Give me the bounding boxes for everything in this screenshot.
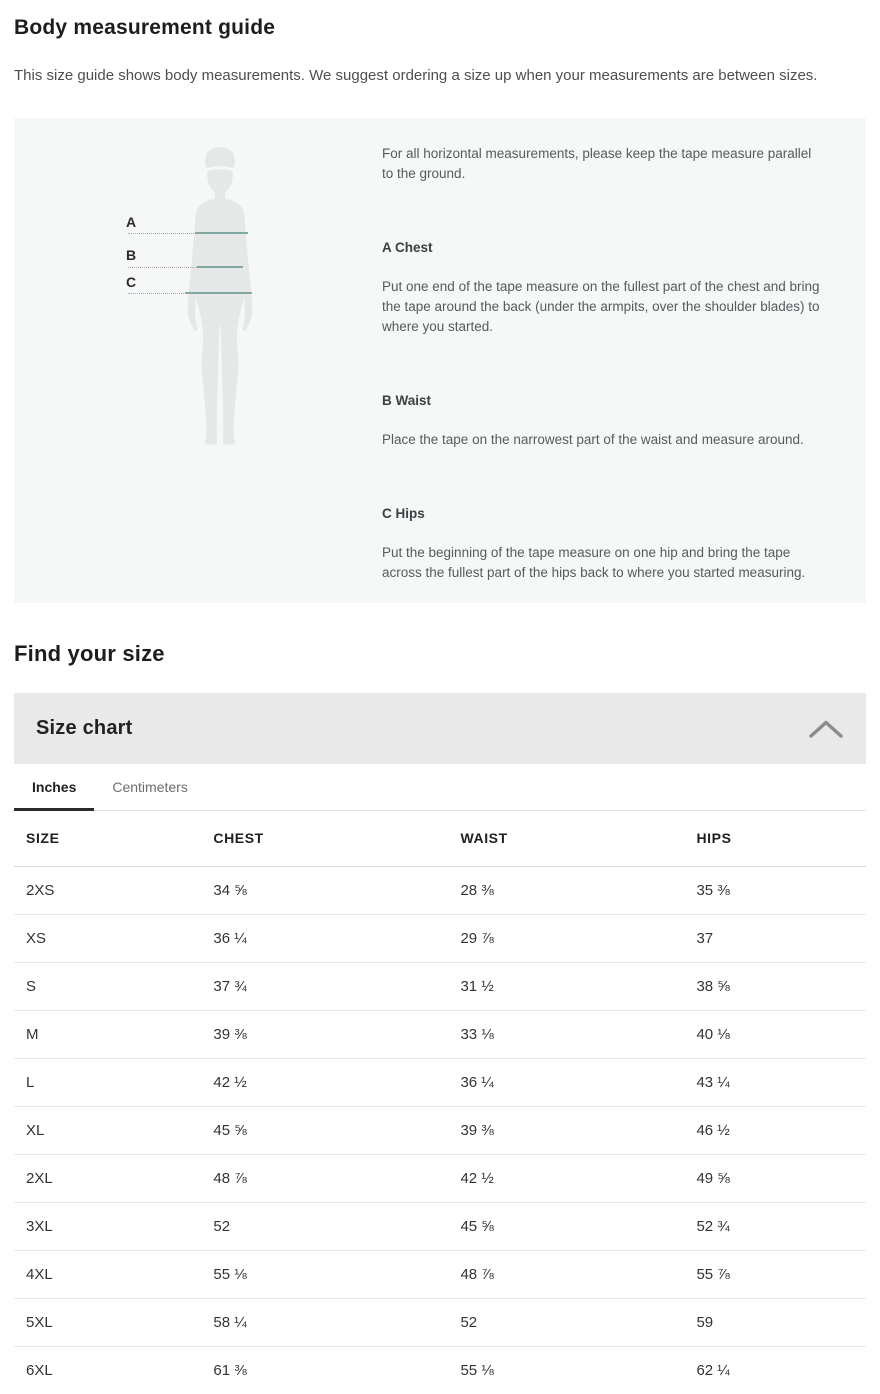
waist-cell: 39 ⅜ (460, 1106, 696, 1154)
chest-cell: 58 ¼ (213, 1298, 460, 1346)
hips-cell: 59 (696, 1298, 866, 1346)
size-cell: S (14, 962, 213, 1010)
tab-inches[interactable]: Inches (14, 764, 94, 810)
size-cell: 2XS (14, 866, 213, 914)
waist-tape-line (197, 266, 243, 268)
table-row (14, 1298, 866, 1346)
body-figure-area (14, 118, 382, 603)
hips-cell: 52 ¾ (696, 1202, 866, 1250)
waist-cell: 31 ½ (460, 962, 696, 1010)
size-cell: 2XL (14, 1154, 213, 1202)
hips-cell: 38 ⅝ (696, 962, 866, 1010)
table-row (14, 866, 866, 914)
waist-cell: 29 ⅞ (460, 914, 696, 962)
chest-section-body: Put one end of the tape measure on the fullest part of the chest and bring the tape around the back (under the armpits, over the shoulder blades) to where you started. (382, 279, 820, 334)
waist-cell: 36 ¼ (460, 1058, 696, 1106)
hips-cell: 35 ⅜ (696, 866, 866, 914)
column-header-chest: CHEST (213, 811, 460, 866)
waist-cell: 55 ⅛ (460, 1361, 494, 1379)
size-cell: 5XL (14, 1298, 213, 1346)
size-cell: XS (14, 914, 213, 962)
hips-cell: 55 ⅞ (696, 1250, 866, 1298)
table-row (14, 1058, 866, 1106)
waist-cell: 33 ⅛ (460, 1010, 696, 1058)
hips-marker-label: C (126, 274, 137, 290)
table-row (14, 1250, 866, 1298)
hips-cell: 49 ⅝ (696, 1154, 866, 1202)
hips-section-body: Put the beginning of the tape measure on one hip and bring the tape across the fullest part of the hips back to where you started measuring. (382, 545, 806, 580)
table-row (14, 1106, 866, 1154)
size-chart-title: Size chart (36, 717, 133, 739)
page-title: Body measurement guide (14, 16, 276, 39)
chest-cell: 39 ⅜ (213, 1010, 460, 1058)
table-row (14, 914, 866, 962)
column-header-hips: HIPS (696, 811, 866, 866)
chest-cell: 61 ⅜ (213, 1361, 247, 1379)
size-cell: 6XL (26, 1361, 53, 1379)
chest-cell: 37 ¾ (213, 962, 460, 1010)
tab-centimeters[interactable]: Centimeters (112, 779, 188, 795)
waist-section-body: Place the tape on the narrowest part of the waist and measure around. (382, 432, 804, 447)
chevron-up-icon (808, 719, 844, 739)
hips-cell: 37 (696, 914, 866, 962)
hips-cell: 62 ¼ (696, 1361, 730, 1379)
chest-cell: 52 (213, 1202, 460, 1250)
unit-tabs (14, 764, 866, 811)
waist-marker-label: B (126, 247, 137, 263)
size-chart-accordion-header[interactable] (14, 693, 866, 764)
find-your-size-heading: Find your size (14, 641, 165, 666)
table-row (14, 1346, 866, 1394)
hips-section-heading: C Hips (382, 506, 425, 521)
table-row (14, 1154, 866, 1202)
table-row (14, 962, 866, 1010)
chest-cell: 48 ⅞ (213, 1154, 460, 1202)
chest-marker-label: A (126, 214, 137, 230)
size-cell: L (14, 1058, 213, 1106)
chest-cell: 45 ⅝ (213, 1106, 460, 1154)
waist-cell: 42 ½ (460, 1154, 696, 1202)
chest-tape-line (195, 232, 248, 234)
column-header-size: SIZE (14, 811, 213, 866)
size-cell: M (14, 1010, 213, 1058)
waist-cell: 52 (460, 1298, 696, 1346)
table-header-row (14, 811, 866, 866)
chest-section-heading: A Chest (382, 240, 433, 255)
size-cell: XL (14, 1106, 213, 1154)
measurement-guide-panel (14, 118, 866, 603)
size-cell: 4XL (14, 1250, 213, 1298)
size-chart-table (14, 811, 866, 1394)
column-header-waist: WAIST (460, 811, 696, 866)
chest-cell: 34 ⅝ (213, 866, 460, 914)
waist-section-heading: B Waist (382, 393, 432, 408)
chest-cell: 42 ½ (213, 1058, 460, 1106)
horizontal-measure-note: For all horizontal measurements, please keep the tape measure parallel to the ground. (382, 146, 812, 181)
waist-cell: 45 ⅝ (460, 1202, 696, 1250)
table-row (14, 1202, 866, 1250)
measurement-instructions (382, 118, 866, 603)
chest-cell: 55 ⅛ (213, 1250, 460, 1298)
body-silhouette-image (174, 145, 266, 457)
hips-tape-line (185, 292, 252, 294)
chest-cell: 36 ¼ (213, 914, 460, 962)
size-cell: 3XL (14, 1202, 213, 1250)
page-intro: This size guide shows body measurements. We suggest ordering a size up when your measurements are between sizes. (14, 67, 818, 84)
waist-cell: 48 ⅞ (460, 1250, 696, 1298)
hips-cell: 40 ⅛ (696, 1010, 866, 1058)
hips-cell: 43 ¼ (696, 1058, 866, 1106)
hips-cell: 46 ½ (696, 1106, 866, 1154)
table-row (14, 1010, 866, 1058)
waist-cell: 28 ⅜ (460, 866, 696, 914)
